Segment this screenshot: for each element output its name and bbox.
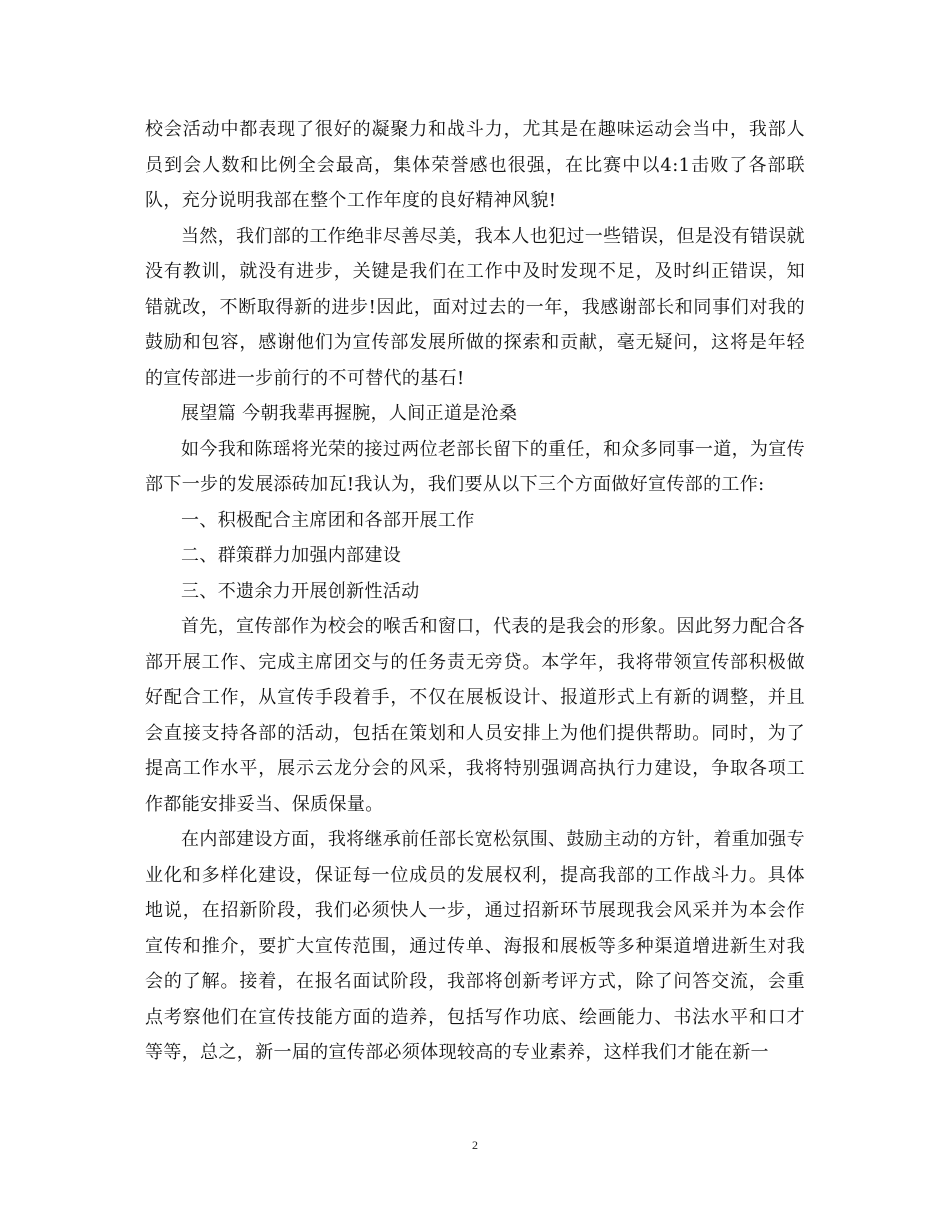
paragraph-continuation: 校会活动中都表现了很好的凝聚力和战斗力，尤其是在趣味运动会当中，我部人员到会人数和比例全会最高，集体荣誉感也很强，在比赛中以4:1击败了各部联队，充分说明我部在整个工作年度的良好精神风貌! <box>145 119 805 211</box>
paragraph-intro-plan: 如今我和陈瑶将光荣的接过两位老部长留下的重任，和众多同事一道，为宣传部下一步的发展添砖加瓦!我认为，我们要从以下三个方面做好宣传部的工作: <box>145 438 805 495</box>
paragraph-first-point: 首先，宣传部作为校会的喉舌和窗口，代表的是我会的形象。因此努力配合各部开展工作、完成主席团交与的任务责无旁贷。本学年，我将带领宣传部积极做好配合工作，从宣传手段着手，不仅在展板设计、报道形式上有新的调整，并且会直接支持各部的活动，包括在策划和人员安排上为他们提供帮助。同时，为了提高工作水平，展示云龙分会的风采，我将特别强调高执行力建设，争取各项工作都能安排妥当、保质保量。 <box>145 616 805 815</box>
list-item-1: 一、积极配合主席团和各部开展工作 <box>181 509 475 531</box>
list-item-2: 二、群策群力加强内部建设 <box>181 545 402 566</box>
paragraph-internal-building: 在内部建设方面，我将继承前任部长宽松氛围、鼓励主动的方针，着重加强专业化和多样化建设，保证每一位成员的发展权利，提高我部的工作战斗力。具体地说，在招新阶段，我们必须快人一步，通过招新环节展现我会风采并为本会作宣传和推介，要扩大宣传范围，通过传单、海报和展板等多种渠道增进新生对我会的了解。接着，在报名面试阶段，我部将创新考评方式，除了问答交流，会重点考察他们在宣传技能方面的造养，包括写作功底、绘画能力、书法水平和口才等等，总之，新一届的宣传部必须体现较高的专业素养，这样我们才能在新一 <box>145 829 805 1063</box>
section-heading-outlook: 展望篇 今朝我辈再握腕，人间正道是沧桑 <box>181 403 518 424</box>
page-number: 2 <box>472 1138 478 1152</box>
list-item-3: 三、不遗余力开展创新性活动 <box>181 580 420 602</box>
document-body <box>145 112 805 1071</box>
paragraph-reflection: 当然，我们部的工作绝非尽善尽美，我本人也犯过一些错误，但是没有错误就没有教训，就没有进步，关键是我们在工作中及时发现不足，及时纠正错误，知错就改，不断取得新的进步!因此，面对过去的一年，我感谢部长和同事们对我的鼓励和包容，感谢他们为宣传部发展所做的探索和贡献，毫无疑问，这将是年轻的宣传部进一步前行的不可替代的基石! <box>145 225 805 389</box>
